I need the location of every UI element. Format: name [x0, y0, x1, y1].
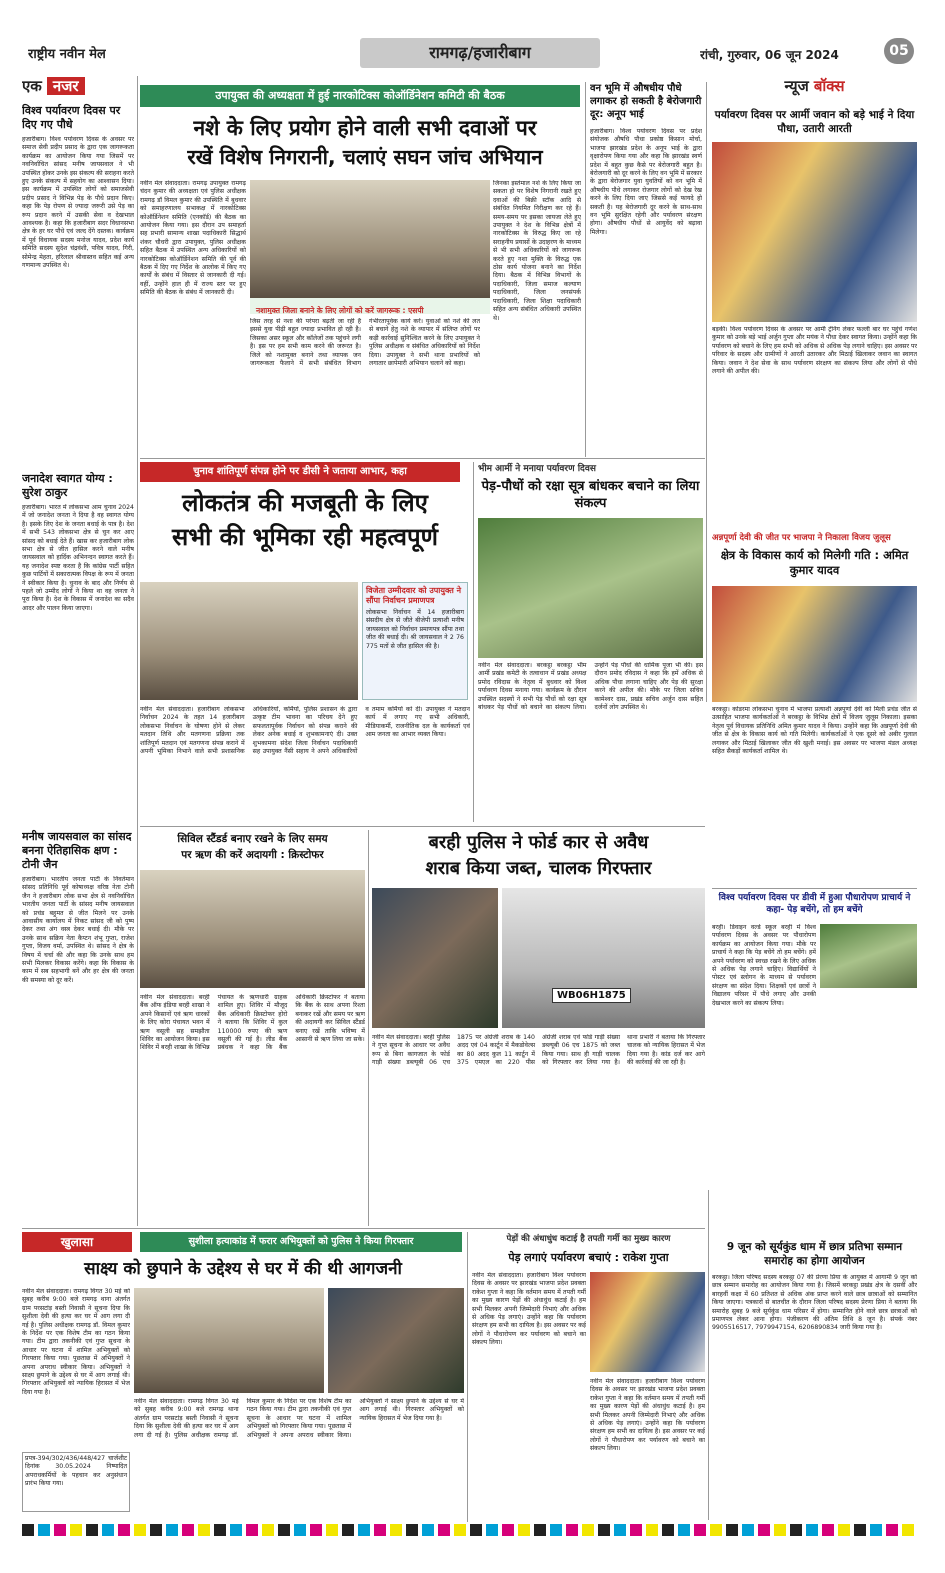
civil-photo — [140, 870, 365, 988]
dv-environment-body: बरही। डिवाइन वर्ल्ड स्कूल बरही में विश्व पर्यावरण दिवस के अवसर पर पौधारोपण कार्यक्रम का आयोजन किया गया। मौके पर प्राचार्य ने कहा कि पेड़ बचेंगे तो हम बचेंगे। हमें अपने पर्यावरण को स्वच्छ रखने के लिए अधिक से अधिक पेड़ लगाने चाहिए। विद्यार्थियों ने पोस्टर एवं स्लोगन के माध्यम से पर्यावरण संरक्षण का संदेश दिया। शिक्षकों एवं छात्रों ने विद्यालय परिसर में पौधे लगाए और उनकी देखभाल करने का संकल्प लिया। — [712, 924, 816, 1007]
army-jawan-body: बड़की। विश्व पर्यावरण दिवस के अवसर पर आर्मी ट्रेनिंग लेकर फल्ली बार घर पहुंचे गणेश कुमार को उनके बड़े भाई अर्जुन गुप्ता और मयंक ने पौधा देकर स्वागत किया। उन्होंने कहा कि पर्यावरण को बचाने के लिए हम सभी को अधिक से अधिक पेड़ लगाने चाहिए। इस अवसर पर परिवार के सदस्य और ग्रामीणों ने आरती उतारकर और मिठाई खिलाकर जवान का स्वागत किया। जवान ने देश सेवा के साथ पर्यावरण संरक्षण का संकल्प लिया और लोगों से पौधे लगाने की अपील की। — [712, 326, 917, 376]
story-environment-day-head: विश्व पर्यावरण दिवस पर दिए गए पौधे — [22, 104, 121, 131]
khulasa-band: खुलासा — [22, 1232, 132, 1252]
column-rule — [473, 462, 474, 822]
vijay-julus-kicker: अन्नपूर्णा देवी की जीत पर भाजपा ने निकाला विजय जुलूस — [712, 533, 891, 543]
section-rule — [140, 826, 705, 827]
trees-headline: पेड़ लगाएं पर्यावरण बचाएं : राकेश गुप्ता — [508, 1251, 669, 1264]
column-rule — [708, 1190, 709, 1520]
bhim-army-kicker: भीम आर्मी ने मनाया पर्यावरण दिवस — [478, 464, 596, 474]
election-headline-1: लोकतंत्र की मजबूती के लिए — [182, 489, 428, 517]
car-plate: WB06H1875 — [552, 988, 631, 1003]
masthead — [0, 0, 945, 70]
bhim-army-headline: पेड़-पौधों को रक्षा सूत्र बांधकर बचाने का लिया संकल्प — [481, 479, 700, 511]
army-jawan-headline: पर्यावरण दिवस पर आर्मी जवान को बड़े भाई ने दिया पौधा, उतारी आरती — [714, 109, 915, 135]
meeting-photo — [250, 180, 490, 298]
vikas-body: बरकट्ठा। कोडरमा लोकसभा चुनाव में भाजपा प्रत्याशी अन्नपूर्णा देवी को मिली प्रचंड जीत से उत्साहित भाजपा कार्यकर्ताओं ने बरकट्ठा के विभिन्न क्षेत्रों में विजय जुलूस निकाला। इसका नेतृत्व पूर्व विधायक प्रतिनिधि अमित कुमार यादव ने किया। उन्होंने कहा कि अन्नपूर्णा देवी की जीत से क्षेत्र के विकास कार्य को गति मिलेगी। कार्यकर्ताओं ने एक दूसरे को अबीर गुलाल लगाकर और मिठाई खिलाकर जीत की खुशी मनाई। इस अवसर पर भाजपा मंडल अध्यक्ष सहित सैकड़ों कार्यकर्ता शामिल थे। — [712, 706, 917, 756]
column-rule — [706, 82, 707, 702]
election-kicker: चुनाव शांतिपूर्ण संपन्न होने पर डीसी ने जताया आभार, कहा — [140, 462, 460, 482]
section-title: रामगढ़/हजारीबाग — [429, 43, 531, 62]
winner-box-body: लोकसभा निर्वाचन में 14 हजारीबाग संसदीय क्षेत्र से जीते बीजेपी प्रत्याशी मनीष जायसवाल को निर्वाचन प्रमाणपत्र सौंपा तथा जीत की बधाई दी। श्री जायसवाल ने 2 76 775 मतों से जीत हासिल की है। — [366, 609, 464, 650]
story-mandate-head: जनादेश स्वागत योग्य : सुरेश ठाकुर — [22, 472, 113, 499]
van-bhumi-headline: वन भूमि में औषधीय पौधे लगाकर हो सकती है बेरोजगारी दूर: अनूप भाई — [590, 83, 702, 120]
news-box-label-a: न्यूज — [784, 77, 809, 95]
news-box-banner — [712, 76, 917, 100]
suryakund-headline: 9 जून को सूर्यकुंड धाम में छात्र प्रतिभा सम्मान समारोह का होगा आयोजन — [726, 1241, 903, 1267]
khulasa-body: नवीन मेल संवाददाता। रामगढ़ विगत 30 मई को सुबह करीब 9:00 बजे रामगढ़ थाना अंतर्गत ग्राम परसटांड़ बस्ती निवासी ने सूचना दिया कि सुशीला देवी की हत्या कर घर में आग लगा दी गई है। पुलिस अधीक्षक रामगढ़ डॉ. विमल कुमार के निर्देश पर एक विशेष टीम का गठन किया गया। टीम द्वारा तकनीकी एवं गुप्त सूचना के आधार पर घटना में शामिल अभियुक्तों को गिरफ्तार किया गया। पूछताछ में अभियुक्तों ने अपना अपराध स्वीकार किया। अभियुक्तों ने साक्ष्य छुपाने के उद्देश्य से घर में आग लगाई थी। गिरफ्तार अभियुक्तों को न्यायिक हिरासत में भेज दिया गया है। — [22, 1288, 130, 1396]
civil-body: नवीन मेल संवाददाता। बरही बैंक ऑफ इंडिया बरही शाखा ने अपने किसानों एवं ऋण धारकों के लिए कोरा पंचायत भवन में ऋण वसूली सह समझौता शिविर का आयोजन किया। इस शिविर में बरही शाखा के विभिन्न पंचायत के ऋणधारी ग्राहक शामिल हुए। शिविर में मौजूद बैंक अधिकारी क्रिस्टोफर होरो ने बताया कि शिविर में कुल 110000 रुपए की ऋण वसूली की गई है। लीड बैंक प्रबंधक ने कहा कि बैंक अधिकारी क्रिस्टोफर ने बताया कि बैंक के साथ अपना रिश्ता बनाकर रखें और समय पर ऋण की अदायगी कर सिविल स्टैंडर्ड बनाए रखें ताकि भविष्य में आसानी से ऋण लिया जा सके। — [140, 994, 365, 1052]
news-box-label-b: बॉक्स — [813, 77, 845, 95]
barhi-body: नवीन मेल संवाददाता। बरही पुलिस ने गुप्त सूचना के आधार पर अवैध रूप से बिना कागजात के फोर्ड गाड़ी संख्या डब्ल्यूबी 06 एच 1875 पर अंग्रेजी शराब के 140 अदद एवं 04 कार्टून में मैकडोवेल्स का 80 अदद कुल 11 कार्टून में 375 एमएल का 220 पीस अंग्रेजी शराब एवं फोर्ड गाड़ी संख्या डब्ल्यूबी 06 एच 1875 को जब्त किया गया। साथ ही गाड़ी चालक को गिरफ्तार कर लिया गया है। थाना प्रभारी ने बताया कि गिरफ्तार चालक को न्यायिक हिरासत में भेज दिया गया है। कांड दर्ज कर आगे की कार्रवाई की जा रही है। — [372, 1034, 705, 1067]
winner-box — [362, 582, 468, 700]
election-headline-2: सभी की भूमिका रही महत्वपूर्ण — [171, 523, 439, 551]
story-manish-body: हजारीबाग। भारतीय जनता पार्टी के निवर्तमान सांसद प्रतिनिधि पूर्व कोषाध्यक्ष वरिष्ठ नेता टोनी जैन ने हजारीबाग लोक सभा क्षेत्र से नवनिर्वाचित भारतीय जनता पार्टी के सांसद मनीष जायसवाल को प्रचंड बहुमत से जीत मिलने पर उनके आवासीय कार्यालय में निकट सांसद जी को पुष्प देकर तथा अंग वस्त्र देकर बधाई दी। मौके पर उनके साथ सक्रिय नेता कैप्टन शंभू गुप्ता, राजेश गुप्ता, विजय वर्मा, उपस्थित थे। सांसद ने क्षेत्र के विषय में चर्चा की और कहा कि उनके साथ हम सभी मिलकर विकास करेंगे। कहा कि विकास के काम में सब सहभागी बनें और हर क्षेत्र की जनता की समस्या को दूर करें। — [22, 876, 134, 984]
trees-body: नवीन मेल संवाददाता। हजारीबाग विश्व पर्यावरण दिवस के अवसर पर झारखंड भाजपा प्रदेश प्रवक्ता राकेश गुप्ता ने कहा कि वर्तमान समय में तपती गर्मी का मुख्य कारण पेड़ों की अंधाधुंध कटाई है। हम सभी मिलकर अपनी जिम्मेदारी निभाएं और अधिक से अधिक पेड़ लगाएं। उन्होंने कहा कि पर्यावरण संरक्षण हम सभी का दायित्व है। इस अवसर पर कई लोगों ने पौधारोपण कर पर्यावरण को बचाने का संकल्प लिया। — [472, 1272, 586, 1347]
bhim-army-photo — [478, 518, 703, 658]
trees-kicker: पेड़ों की अंधाधुंध कटाई है तपती गर्मी का मुख्य कारण — [506, 1234, 671, 1244]
column-rule — [467, 1232, 468, 1522]
vijay-julus-photo — [712, 586, 917, 702]
election-body: नवीन मेल संवाददाता। हजारीबाग लोकसभा निर्वाचन 2024 के तहत 14 हजारीबाग लोकसभा निर्वाचन के घोषणा होने से लेकर मतदान तिथि और मतगणना प्रक्रिया तक शांतिपूर्ण मतदान एवं मतगणना संपन्न कराने में अपनी भूमिका निभाने वाले सभी प्रशासनिक अधिकारियों, कर्मियों, पुलिस प्रशासन के द्वारा उत्कृष्ट टीम भावना का परिचय देने हुए सफलतापूर्वक निर्वाचन को संपन्न कराने की लेकर अनेक बधाई व शुभकामनाएं दी। उक्त शुभकामना संदेश जिला निर्वाचन पदाधिकारी सह उपायुक्त नैंसी सहाय ने अपने अधिकारियों व तमाम कर्मियों को दी। उपायुक्त ने मतदान कार्य में लगाए गए सभी अधिकारी, मीडियाकर्मी, राजनीतिक दल के कार्यकर्ता एवं आम जनता का आभार व्यक्त किया। — [140, 706, 470, 756]
section-rule — [22, 1228, 705, 1229]
small-ad-box: प्रपत्र-394/302/436/448/427 चार्जशीट दिनांक 30.05.2024 निष्पादित अपराधकर्मियों के पहचान कर अनुसंधान प्रारंभ किया गया। — [22, 1452, 130, 1512]
story-mandate-body: हजारीबाग। भारत में लोकसभा आम चुनाव 2024 में जो जनादेश जनता ने दिया है वह स्वागत योग्य है। इसके लिए देश के जनता बधाई के पात्र है। देश में सभी 543 लोकसभा क्षेत्र से चुन कर आए सांसद को बधाई देते हैं। खास कर हजारीबाग लोक सभा क्षेत्र से जीत हासिल करने वाले मनीष जायसवाल को हार्दिक अभिनन्दन स्वागत करते हैं। यह जनादेश स्पष्ट करता है कि कांग्रेस पार्टी सहित कुछ पार्टियों में सकारात्मक विपक्ष के रूप में जनता ने स्वीकार किया है। चुनाव के बाद और निर्णय से पहले जो उम्मीद लोगों ने किया था वह जनता ने पूरा किया है। देश के विकास में जनादेश का सदैव आदर और पालन किया जाएगा। — [22, 504, 134, 612]
barhi-headline-2: शराब किया जब्त, चालक गिरफ्तार — [425, 858, 652, 879]
khulasa-accused-photo — [328, 1288, 464, 1393]
khulasa-body-2: नवीन मेल संवाददाता। रामगढ़ विगत 30 मई को सुबह करीब 9:00 बजे रामगढ़ थाना अंतर्गत ग्राम परसटांड़ बस्ती निवासी ने सूचना दिया कि सुशीला देवी की हत्या कर घर में आग लगा दी गई है। पुलिस अधीक्षक रामगढ़ डॉ. विमल कुमार के निर्देश पर एक विशेष टीम का गठन किया गया। टीम द्वारा तकनीकी एवं गुप्त सूचना के आधार पर घटना में शामिल अभियुक्तों को गिरफ्तार किया गया। पूछताछ में अभियुक्तों ने अपना अपराध स्वीकार किया। अभियुक्तों ने साक्ष्य छुपाने के उद्देश्य से घर में आग लगाई थी। गिरफ्तार अभियुक्तों को न्यायिक हिरासत में भेज दिया गया है। — [134, 1398, 464, 1439]
registration-strip — [22, 1524, 917, 1536]
ek-label: एक — [22, 77, 42, 95]
meeting-photo-caption: नशामुक्त जिला बनाने के लिए लोगों को करें जागरूक : एसपी — [250, 298, 490, 314]
section-rule — [140, 458, 705, 459]
bhim-army-body: नवीन मेल संवाददाता। बरकट्ठा बरकट्ठा भीम आर्मी प्रखंड कमेटी के तत्वाधान में प्रखंड अध्यक्ष प्रमोद रविदास के नेतृत्व में बुधवार को विश्व पर्यावरण दिवस मनाया गया। कार्यक्रम के दौरान उपस्थित सदस्यों ने सभी पेड़ पौधों को रक्षा सूत्र बांधकर पेड़ पौधों को बचाने का संकल्प लिया। उन्होंने पेड़ पौधों की धार्मिक पूजा भी की। इस दौरान प्रमोद रविदास ने कहा कि हमें अधिक से अधिक पौधा लगाना चाहिए और पेड़ की सुरक्षा करने की अपील की। मौके पर जिला सचिव कामेश्वर दास, प्रखंड सचिव अर्जुन दास सहित दर्जनों लोग उपस्थित थे। — [478, 662, 703, 712]
top-story-body-right: जिनका इस्तेमाल नशे के लिए किया जा सकता हो पर विशेष निगरानी रखते हुए दवाओं की बिक्री स्टॉक आदि से संबंधित नियमित निरीक्षण कर रहे हैं। समय-समय पर इसका जायजा लेते हुए उपायुक्त ने देश के विभिन्न क्षेत्रों में नारकोटिक्स के विरुद्ध किए जा रहे सराहनीय प्रयासों के उदाहरण के माध्यम से भी सभी अधिकारियों को जागरूक करते हुए नशा मुक्ति के विरुद्ध एक ठोस कार्य योजना बनाने का निर्देश दिया। बैठक में विभिन्न विभागों के पदाधिकारी, जिला समाज कल्याण पदाधिकारी, जिला जनसंपर्क पदाधिकारी, जिला शिक्षा पदाधिकारी सहित अन्य संबंधित अधिकारी उपस्थित थे। — [493, 180, 581, 322]
suryakund-body: बरकट्ठा। जिला परिषद सदस्य बरकट्ठा 07 की प्रेरणा प्रिया के आयुक्त में आगामी 9 जून को छात्र सम्मान समारोह का आयोजन किया गया है। जिसमें बरकट्ठा प्रखंड क्षेत्र के दसवीं और बारहवीं कक्षा में 60 प्रतिशत से अधिक अंक प्राप्त करने वाले छात्र छात्राओं को सम्मानित किया जाएगा। पत्रकारों से बातचीत के दौरान जिला परिषद सदस्य प्रेरणा प्रिया ने बताया कि समारोह सुबह 9 बजे सूर्यकुंड धाम परिसर में होगा। सम्मानित होने वाले छात्र छात्राओं को प्रमाणपत्र लेकर आना होगा। पंजीकरण की अंतिम तिथि 8 जून है। संपर्क नंबर 9905516517, 7979947154, 6206890834 जारी किया गया है। — [712, 1274, 917, 1332]
column-rule — [585, 82, 586, 457]
van-bhumi-body: हजारीबाग। विश्व पर्यावरण दिवस पर प्रदेश संयोजक औषधि पौधा प्रकोष्ठ किसान मोर्चा, भाजपा झारखंड प्रदेश के अनूप भाई के द्वारा वृक्षारोपण किया गया और कहा कि झारखंड स्वर्ण प्रदेश में बहुत कुछ कैसे पर बेरोजगारी बहुत है। बेरोजगारी को दूर करने के लिए वन भूमि में सरकार के द्वारा बेरोजगार युवा युवतियों को वन भूमि में औषधीय पौधे लगाकर रोजगार लोगों को देख रेख करने के लिए दिया जाए जिससे कई फायदे हो सकती है। यह बेरोजगारी दूर करने के साथ-साथ वन भूमि सुरक्षित रहेगी और पर्यावरण संरक्षण होगा। औषधीय पौधों से आयुर्वेद को बढ़ावा मिलेगा। — [590, 128, 702, 236]
civil-headline-1: सिविल स्टैंडर्ड बनाए रखने के लिए समय — [177, 833, 328, 845]
story-environment-day-body: हजारीबाग। विश्व पर्यावरण दिवस के अवसर पर समाज सेवी प्रदीप प्रसाद के द्वारा एक जागरूकता कार्यक्रम का आयोजन किया गया जिसमें पर नवनिर्वाचित सांसद मनीष जायसवाल ने भी उपस्थित होकर उनके इस संकल्प की सराहना करते हुए उनके संकल्प में सहयोग का आश्वासन दिया। इस कार्यक्रम में उपस्थित लोगों को समाजसेवी प्रदीप प्रसाद ने विभिन्न पेड़ के पौधे प्रदान किए। कहा कि पेड़ रोपण से ज्यादा जरूरी उसे पेड़ का रूप प्रदान करने में उसकी सेवा व देखभाल आवश्यक है। कहा कि हजारीबाग सदर विधानसभा क्षेत्र के हर घर पौधे एवं जल्द देंगे दस्तक। कार्यक्रम में पूर्व विधायक सदस्य मनोज यादव, प्रदेश कार्य समिति सदस्य सुदेश चंद्रवंशी, पवित्र यादव, गिरी, सोमेन्द्र मेहता, हरिलाल श्रीवास्तव सहित कई अन्य गणमान्य उपस्थित थे। — [22, 136, 134, 270]
dv-environment-photo — [820, 924, 917, 988]
dateline: रांची, गुरुवार, 06 जून 2024 — [700, 48, 839, 62]
paper-name: राष्ट्रीय नवीन मेल — [28, 47, 106, 62]
top-story-headline-1: नशे के लिए प्रयोग होने वाली सभी दवाओं पर — [193, 116, 537, 140]
column-rule — [137, 76, 138, 1226]
top-story-kicker: उपायुक्त की अध्यक्षता में हुई नारकोटिक्स कोऑर्डिनेशन कमिटी की बैठक — [140, 85, 580, 107]
story-manish-head: मनीष जायसवाल का सांसद बनना ऐतिहासिक क्षण : टोनी जैन — [22, 830, 132, 871]
accused-photo — [372, 888, 498, 1028]
section-rule — [712, 888, 917, 889]
trees-photo — [590, 1272, 705, 1372]
top-story-headline-2: रखें विशेष निगरानी, चलाएं सघन जांच अभियान — [187, 145, 543, 169]
vikas-headline: क्षेत्र के विकास कार्य को मिलेगी गति : अमित कुमार यादव — [720, 548, 909, 577]
section-banner — [360, 38, 600, 68]
left-column — [22, 76, 134, 1226]
winner-box-head: विजेता उम्मीदवार को उपायुक्त ने सौंपा निर्वाचन प्रमाणपत्र — [366, 586, 462, 605]
page-number: 05 — [884, 38, 914, 64]
khulasa-photo — [134, 1288, 324, 1393]
ek-nazar-banner — [22, 76, 134, 100]
khulasa-kicker: सुशीला हत्याकांड में फरार अभियुक्तों को पुलिस ने किया गिरफ्तार — [140, 1232, 462, 1252]
barhi-headline-1: बरही पुलिस ने फोर्ड कार से अवैध — [428, 832, 649, 853]
civil-headline-2: पर ऋण की करें अदायगी : क्रिस्टोफर — [181, 849, 324, 861]
ford-car-photo — [502, 888, 705, 1028]
army-jawan-photo — [712, 142, 917, 322]
top-story-body-left: नवीन मेल संवाददाता। रामगढ़ उपायुक्त रामगढ़ चंदन कुमार की अध्यक्षता एवं पुलिस अधीक्षक रामगढ़ डॉ विमल कुमार की उपस्थिति में बुधवार को समाहरणालय सभाकक्ष में नारकोटिक्स कोऑर्डिनेशन समिति (एनकॉर्ड) की बैठक का आयोजन किया गया। इस दौरान उप समाहर्ता सह प्रभारी सामान्य शाखा पदाधिकारी सिद्धार्थ शंकर चौधरी द्वारा उपायुक्त, पुलिस अधीक्षक सहित बैठक में उपस्थित अन्य अधिकारियों को नारकोटिक्स कोऑर्डिनेशन समिति की पूर्व की बैठक में दिए गए निर्देश के आलोक में किए गए कार्यों के संबंध में विस्तार से जानकारी दी गई। वहीं, उन्होंने हाल ही में राज्य स्तर पर हुए समिति की बैठक के संबंध में जानकारी दी। — [140, 180, 246, 297]
khulasa-headline: साक्ष्य को छुपाने के उद्देश्य से घर में की थी आगजनी — [84, 1259, 402, 1279]
election-photo — [140, 582, 358, 700]
nazar-label: नजर — [47, 77, 85, 95]
column-rule — [368, 830, 369, 1226]
dv-environment-headline: विश्व पर्यावरण दिवस पर डीवी में हुआ पौधारोपण प्राचार्य ने कहा- पेड़ बचेंगे, तो हम बचेंगे — [718, 893, 911, 915]
top-story-body-mid: जिस तरह से नशा की परंपरा बढ़ती जा रही है इससे युवा पीढ़ी बहुत ज्यादा प्रभावित हो रही है। जिसका असर स्कूल और कॉलेजों तक पहुंचने लगी है। इस पर हम सभी काम करने की जरूरत है। जिले को नशामुक्त बनाने तथा व्यापक जन जागरूकता फैलाने में सभी संबंधित विभाग गंभीरतापूर्वक कार्य करें। युवाओं को नशे की लत से बचाने हेतु नशे के व्यापार में संलिप्त लोगों पर कड़ी कार्रवाई सुनिश्चित करने के लिए उपायुक्त ने पुलिस अधीक्षक व संबंधित अधिकारियों को निर्देश दिया। उपायुक्त ने सभी थाना प्रभारियों को लगातार छापेमारी अभियान चलाने को कहा। — [250, 318, 480, 368]
trees-body-2: नवीन मेल संवाददाता। हजारीबाग विश्व पर्यावरण दिवस के अवसर पर झारखंड भाजपा प्रदेश प्रवक्ता राकेश गुप्ता ने कहा कि वर्तमान समय में तपती गर्मी का मुख्य कारण पेड़ों की अंधाधुंध कटाई है। हम सभी मिलकर अपनी जिम्मेदारी निभाएं और अधिक से अधिक पेड़ लगाएं। उन्होंने कहा कि पर्यावरण संरक्षण हम सभी का दायित्व है। इस अवसर पर कई लोगों ने पौधारोपण कर पर्यावरण को बचाने का संकल्प लिया। — [590, 1378, 705, 1453]
